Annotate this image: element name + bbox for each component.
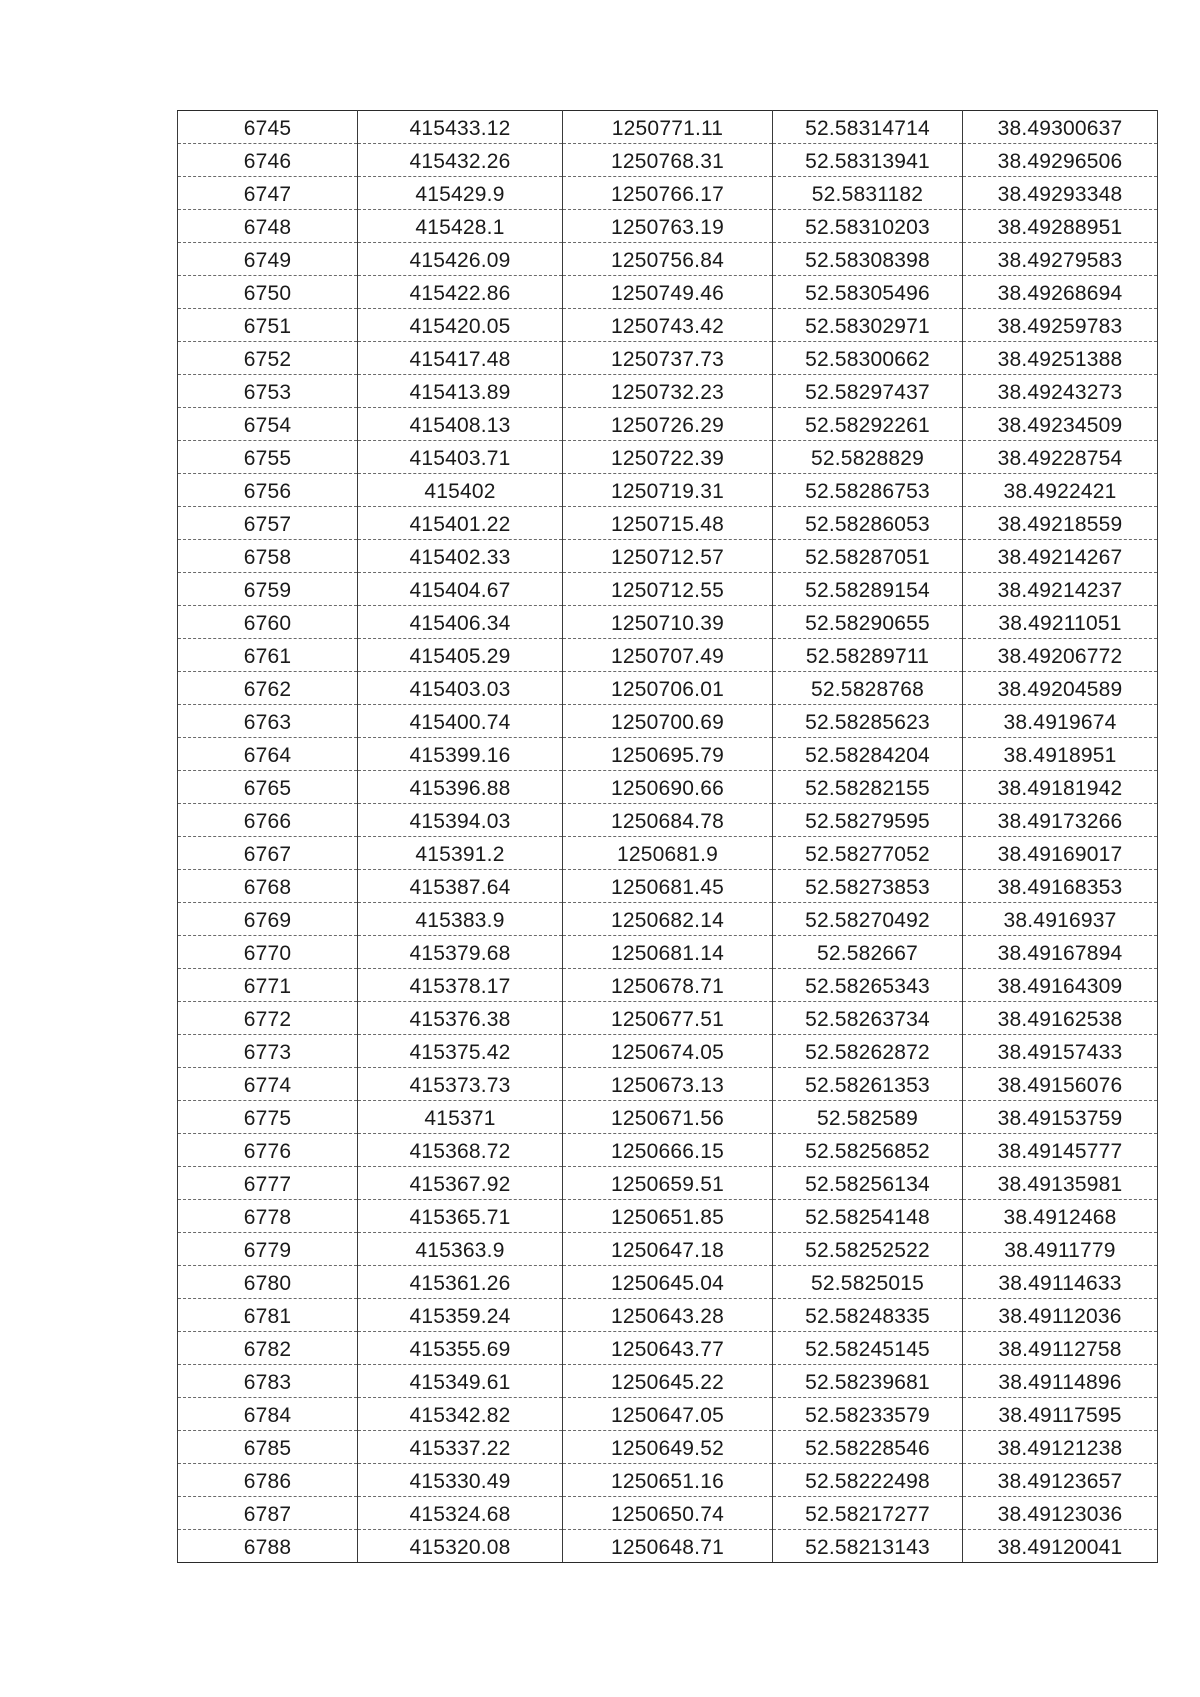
latitude-cell: 52.58254148 bbox=[773, 1200, 963, 1233]
x-coordinate-cell: 415405.29 bbox=[358, 639, 563, 672]
point-number-cell: 6775 bbox=[178, 1101, 358, 1134]
x-coordinate-cell: 415371 bbox=[358, 1101, 563, 1134]
longitude-cell: 38.4919674 bbox=[963, 705, 1158, 738]
point-number-cell: 6770 bbox=[178, 936, 358, 969]
y-coordinate-cell: 1250647.05 bbox=[563, 1398, 773, 1431]
y-coordinate-cell: 1250681.9 bbox=[563, 837, 773, 870]
y-coordinate-cell: 1250647.18 bbox=[563, 1233, 773, 1266]
point-number-cell: 6761 bbox=[178, 639, 358, 672]
y-coordinate-cell: 1250682.14 bbox=[563, 903, 773, 936]
y-coordinate-cell: 1250649.52 bbox=[563, 1431, 773, 1464]
latitude-cell: 52.58286053 bbox=[773, 507, 963, 540]
longitude-cell: 38.49279583 bbox=[963, 243, 1158, 276]
x-coordinate-cell: 415429.9 bbox=[358, 177, 563, 210]
table-row bbox=[178, 474, 1158, 507]
coordinates-table-body bbox=[178, 111, 1158, 1563]
point-number-cell: 6751 bbox=[178, 309, 358, 342]
table-row bbox=[178, 606, 1158, 639]
x-coordinate-cell: 415363.9 bbox=[358, 1233, 563, 1266]
y-coordinate-cell: 1250712.57 bbox=[563, 540, 773, 573]
latitude-cell: 52.58239681 bbox=[773, 1365, 963, 1398]
x-coordinate-cell: 415428.1 bbox=[358, 210, 563, 243]
latitude-cell: 52.58287051 bbox=[773, 540, 963, 573]
point-number-cell: 6766 bbox=[178, 804, 358, 837]
longitude-cell: 38.49164309 bbox=[963, 969, 1158, 1002]
y-coordinate-cell: 1250677.51 bbox=[563, 1002, 773, 1035]
point-number-cell: 6750 bbox=[178, 276, 358, 309]
point-number-cell: 6752 bbox=[178, 342, 358, 375]
x-coordinate-cell: 415320.08 bbox=[358, 1530, 563, 1563]
y-coordinate-cell: 1250681.45 bbox=[563, 870, 773, 903]
table-row bbox=[178, 408, 1158, 441]
longitude-cell: 38.49214267 bbox=[963, 540, 1158, 573]
y-coordinate-cell: 1250768.31 bbox=[563, 144, 773, 177]
y-coordinate-cell: 1250673.13 bbox=[563, 1068, 773, 1101]
x-coordinate-cell: 415422.86 bbox=[358, 276, 563, 309]
x-coordinate-cell: 415378.17 bbox=[358, 969, 563, 1002]
table-row bbox=[178, 936, 1158, 969]
y-coordinate-cell: 1250678.71 bbox=[563, 969, 773, 1002]
x-coordinate-cell: 415417.48 bbox=[358, 342, 563, 375]
x-coordinate-cell: 415403.71 bbox=[358, 441, 563, 474]
latitude-cell: 52.582589 bbox=[773, 1101, 963, 1134]
point-number-cell: 6746 bbox=[178, 144, 358, 177]
y-coordinate-cell: 1250732.23 bbox=[563, 375, 773, 408]
point-number-cell: 6769 bbox=[178, 903, 358, 936]
y-coordinate-cell: 1250756.84 bbox=[563, 243, 773, 276]
table-row bbox=[178, 837, 1158, 870]
table-row bbox=[178, 639, 1158, 672]
latitude-cell: 52.58222498 bbox=[773, 1464, 963, 1497]
point-number-cell: 6754 bbox=[178, 408, 358, 441]
longitude-cell: 38.49120041 bbox=[963, 1530, 1158, 1563]
point-number-cell: 6784 bbox=[178, 1398, 358, 1431]
latitude-cell: 52.58285623 bbox=[773, 705, 963, 738]
y-coordinate-cell: 1250648.71 bbox=[563, 1530, 773, 1563]
longitude-cell: 38.4922421 bbox=[963, 474, 1158, 507]
longitude-cell: 38.4912468 bbox=[963, 1200, 1158, 1233]
point-number-cell: 6787 bbox=[178, 1497, 358, 1530]
longitude-cell: 38.49168353 bbox=[963, 870, 1158, 903]
point-number-cell: 6779 bbox=[178, 1233, 358, 1266]
point-number-cell: 6786 bbox=[178, 1464, 358, 1497]
longitude-cell: 38.4911779 bbox=[963, 1233, 1158, 1266]
latitude-cell: 52.58256852 bbox=[773, 1134, 963, 1167]
longitude-cell: 38.49145777 bbox=[963, 1134, 1158, 1167]
latitude-cell: 52.58310203 bbox=[773, 210, 963, 243]
y-coordinate-cell: 1250719.31 bbox=[563, 474, 773, 507]
x-coordinate-cell: 415400.74 bbox=[358, 705, 563, 738]
y-coordinate-cell: 1250650.74 bbox=[563, 1497, 773, 1530]
table-row bbox=[178, 210, 1158, 243]
table-row bbox=[178, 1101, 1158, 1134]
y-coordinate-cell: 1250651.85 bbox=[563, 1200, 773, 1233]
table-row bbox=[178, 276, 1158, 309]
point-number-cell: 6778 bbox=[178, 1200, 358, 1233]
y-coordinate-cell: 1250737.73 bbox=[563, 342, 773, 375]
table-row bbox=[178, 1365, 1158, 1398]
x-coordinate-cell: 415367.92 bbox=[358, 1167, 563, 1200]
y-coordinate-cell: 1250681.14 bbox=[563, 936, 773, 969]
x-coordinate-cell: 415379.68 bbox=[358, 936, 563, 969]
longitude-cell: 38.49218559 bbox=[963, 507, 1158, 540]
x-coordinate-cell: 415403.03 bbox=[358, 672, 563, 705]
x-coordinate-cell: 415359.24 bbox=[358, 1299, 563, 1332]
longitude-cell: 38.49234509 bbox=[963, 408, 1158, 441]
y-coordinate-cell: 1250707.49 bbox=[563, 639, 773, 672]
latitude-cell: 52.58289154 bbox=[773, 573, 963, 606]
point-number-cell: 6785 bbox=[178, 1431, 358, 1464]
table-row bbox=[178, 903, 1158, 936]
point-number-cell: 6747 bbox=[178, 177, 358, 210]
table-row bbox=[178, 1167, 1158, 1200]
point-number-cell: 6768 bbox=[178, 870, 358, 903]
table-row bbox=[178, 1332, 1158, 1365]
point-number-cell: 6783 bbox=[178, 1365, 358, 1398]
x-coordinate-cell: 415375.42 bbox=[358, 1035, 563, 1068]
table-row bbox=[178, 705, 1158, 738]
longitude-cell: 38.49117595 bbox=[963, 1398, 1158, 1431]
latitude-cell: 52.58217277 bbox=[773, 1497, 963, 1530]
point-number-cell: 6782 bbox=[178, 1332, 358, 1365]
point-number-cell: 6764 bbox=[178, 738, 358, 771]
y-coordinate-cell: 1250771.11 bbox=[563, 111, 773, 144]
table-row bbox=[178, 969, 1158, 1002]
latitude-cell: 52.58313941 bbox=[773, 144, 963, 177]
x-coordinate-cell: 415387.64 bbox=[358, 870, 563, 903]
y-coordinate-cell: 1250659.51 bbox=[563, 1167, 773, 1200]
longitude-cell: 38.49123036 bbox=[963, 1497, 1158, 1530]
latitude-cell: 52.58286753 bbox=[773, 474, 963, 507]
table-row bbox=[178, 1299, 1158, 1332]
point-number-cell: 6763 bbox=[178, 705, 358, 738]
latitude-cell: 52.5825015 bbox=[773, 1266, 963, 1299]
longitude-cell: 38.49153759 bbox=[963, 1101, 1158, 1134]
y-coordinate-cell: 1250710.39 bbox=[563, 606, 773, 639]
table-row bbox=[178, 1266, 1158, 1299]
table-row bbox=[178, 507, 1158, 540]
y-coordinate-cell: 1250651.16 bbox=[563, 1464, 773, 1497]
coordinates-table bbox=[177, 110, 1158, 1563]
x-coordinate-cell: 415426.09 bbox=[358, 243, 563, 276]
y-coordinate-cell: 1250671.56 bbox=[563, 1101, 773, 1134]
y-coordinate-cell: 1250645.04 bbox=[563, 1266, 773, 1299]
x-coordinate-cell: 415373.73 bbox=[358, 1068, 563, 1101]
latitude-cell: 52.58270492 bbox=[773, 903, 963, 936]
x-coordinate-cell: 415383.9 bbox=[358, 903, 563, 936]
latitude-cell: 52.58292261 bbox=[773, 408, 963, 441]
latitude-cell: 52.58233579 bbox=[773, 1398, 963, 1431]
y-coordinate-cell: 1250743.42 bbox=[563, 309, 773, 342]
table-row bbox=[178, 144, 1158, 177]
longitude-cell: 38.49156076 bbox=[963, 1068, 1158, 1101]
latitude-cell: 52.58252522 bbox=[773, 1233, 963, 1266]
longitude-cell: 38.49121238 bbox=[963, 1431, 1158, 1464]
point-number-cell: 6760 bbox=[178, 606, 358, 639]
point-number-cell: 6781 bbox=[178, 1299, 358, 1332]
longitude-cell: 38.49157433 bbox=[963, 1035, 1158, 1068]
latitude-cell: 52.58302971 bbox=[773, 309, 963, 342]
x-coordinate-cell: 415349.61 bbox=[358, 1365, 563, 1398]
latitude-cell: 52.5828829 bbox=[773, 441, 963, 474]
y-coordinate-cell: 1250643.77 bbox=[563, 1332, 773, 1365]
longitude-cell: 38.49300637 bbox=[963, 111, 1158, 144]
y-coordinate-cell: 1250749.46 bbox=[563, 276, 773, 309]
latitude-cell: 52.58263734 bbox=[773, 1002, 963, 1035]
x-coordinate-cell: 415420.05 bbox=[358, 309, 563, 342]
longitude-cell: 38.49114896 bbox=[963, 1365, 1158, 1398]
latitude-cell: 52.58248335 bbox=[773, 1299, 963, 1332]
point-number-cell: 6758 bbox=[178, 540, 358, 573]
point-number-cell: 6777 bbox=[178, 1167, 358, 1200]
table-row bbox=[178, 1497, 1158, 1530]
point-number-cell: 6749 bbox=[178, 243, 358, 276]
point-number-cell: 6767 bbox=[178, 837, 358, 870]
point-number-cell: 6762 bbox=[178, 672, 358, 705]
x-coordinate-cell: 415401.22 bbox=[358, 507, 563, 540]
longitude-cell: 38.4916937 bbox=[963, 903, 1158, 936]
y-coordinate-cell: 1250645.22 bbox=[563, 1365, 773, 1398]
latitude-cell: 52.58256134 bbox=[773, 1167, 963, 1200]
y-coordinate-cell: 1250684.78 bbox=[563, 804, 773, 837]
y-coordinate-cell: 1250722.39 bbox=[563, 441, 773, 474]
table-row bbox=[178, 342, 1158, 375]
point-number-cell: 6757 bbox=[178, 507, 358, 540]
latitude-cell: 52.58314714 bbox=[773, 111, 963, 144]
table-row bbox=[178, 375, 1158, 408]
latitude-cell: 52.58282155 bbox=[773, 771, 963, 804]
table-row bbox=[178, 672, 1158, 705]
x-coordinate-cell: 415394.03 bbox=[358, 804, 563, 837]
longitude-cell: 38.49288951 bbox=[963, 210, 1158, 243]
x-coordinate-cell: 415408.13 bbox=[358, 408, 563, 441]
longitude-cell: 38.49214237 bbox=[963, 573, 1158, 606]
latitude-cell: 52.58261353 bbox=[773, 1068, 963, 1101]
point-number-cell: 6755 bbox=[178, 441, 358, 474]
longitude-cell: 38.49162538 bbox=[963, 1002, 1158, 1035]
x-coordinate-cell: 415404.67 bbox=[358, 573, 563, 606]
latitude-cell: 52.58279595 bbox=[773, 804, 963, 837]
longitude-cell: 38.49112036 bbox=[963, 1299, 1158, 1332]
point-number-cell: 6748 bbox=[178, 210, 358, 243]
latitude-cell: 52.58277052 bbox=[773, 837, 963, 870]
latitude-cell: 52.58284204 bbox=[773, 738, 963, 771]
x-coordinate-cell: 415324.68 bbox=[358, 1497, 563, 1530]
x-coordinate-cell: 415376.38 bbox=[358, 1002, 563, 1035]
longitude-cell: 38.49228754 bbox=[963, 441, 1158, 474]
table-row bbox=[178, 1233, 1158, 1266]
x-coordinate-cell: 415365.71 bbox=[358, 1200, 563, 1233]
point-number-cell: 6753 bbox=[178, 375, 358, 408]
longitude-cell: 38.49206772 bbox=[963, 639, 1158, 672]
table-row bbox=[178, 177, 1158, 210]
x-coordinate-cell: 415355.69 bbox=[358, 1332, 563, 1365]
latitude-cell: 52.58245145 bbox=[773, 1332, 963, 1365]
x-coordinate-cell: 415337.22 bbox=[358, 1431, 563, 1464]
table-row bbox=[178, 111, 1158, 144]
table-row bbox=[178, 771, 1158, 804]
table-row bbox=[178, 1464, 1158, 1497]
latitude-cell: 52.58297437 bbox=[773, 375, 963, 408]
x-coordinate-cell: 415402 bbox=[358, 474, 563, 507]
longitude-cell: 38.49293348 bbox=[963, 177, 1158, 210]
longitude-cell: 38.49204589 bbox=[963, 672, 1158, 705]
point-number-cell: 6780 bbox=[178, 1266, 358, 1299]
x-coordinate-cell: 415432.26 bbox=[358, 144, 563, 177]
point-number-cell: 6765 bbox=[178, 771, 358, 804]
y-coordinate-cell: 1250690.66 bbox=[563, 771, 773, 804]
table-row bbox=[178, 1134, 1158, 1167]
y-coordinate-cell: 1250763.19 bbox=[563, 210, 773, 243]
x-coordinate-cell: 415433.12 bbox=[358, 111, 563, 144]
latitude-cell: 52.5831182 bbox=[773, 177, 963, 210]
point-number-cell: 6773 bbox=[178, 1035, 358, 1068]
table-row bbox=[178, 1200, 1158, 1233]
y-coordinate-cell: 1250766.17 bbox=[563, 177, 773, 210]
longitude-cell: 38.49268694 bbox=[963, 276, 1158, 309]
x-coordinate-cell: 415406.34 bbox=[358, 606, 563, 639]
y-coordinate-cell: 1250674.05 bbox=[563, 1035, 773, 1068]
table-row bbox=[178, 243, 1158, 276]
y-coordinate-cell: 1250726.29 bbox=[563, 408, 773, 441]
latitude-cell: 52.5828768 bbox=[773, 672, 963, 705]
table-row bbox=[178, 738, 1158, 771]
longitude-cell: 38.49123657 bbox=[963, 1464, 1158, 1497]
table-row bbox=[178, 1431, 1158, 1464]
longitude-cell: 38.49251388 bbox=[963, 342, 1158, 375]
longitude-cell: 38.49173266 bbox=[963, 804, 1158, 837]
longitude-cell: 38.49114633 bbox=[963, 1266, 1158, 1299]
latitude-cell: 52.58289711 bbox=[773, 639, 963, 672]
point-number-cell: 6788 bbox=[178, 1530, 358, 1563]
y-coordinate-cell: 1250695.79 bbox=[563, 738, 773, 771]
table-row bbox=[178, 573, 1158, 606]
point-number-cell: 6759 bbox=[178, 573, 358, 606]
longitude-cell: 38.49181942 bbox=[963, 771, 1158, 804]
latitude-cell: 52.58300662 bbox=[773, 342, 963, 375]
x-coordinate-cell: 415399.16 bbox=[358, 738, 563, 771]
longitude-cell: 38.49259783 bbox=[963, 309, 1158, 342]
table-row bbox=[178, 441, 1158, 474]
point-number-cell: 6756 bbox=[178, 474, 358, 507]
x-coordinate-cell: 415368.72 bbox=[358, 1134, 563, 1167]
longitude-cell: 38.49167894 bbox=[963, 936, 1158, 969]
longitude-cell: 38.4918951 bbox=[963, 738, 1158, 771]
y-coordinate-cell: 1250712.55 bbox=[563, 573, 773, 606]
longitude-cell: 38.49135981 bbox=[963, 1167, 1158, 1200]
table-row bbox=[178, 804, 1158, 837]
x-coordinate-cell: 415396.88 bbox=[358, 771, 563, 804]
latitude-cell: 52.58308398 bbox=[773, 243, 963, 276]
latitude-cell: 52.58213143 bbox=[773, 1530, 963, 1563]
latitude-cell: 52.58262872 bbox=[773, 1035, 963, 1068]
latitude-cell: 52.58305496 bbox=[773, 276, 963, 309]
latitude-cell: 52.58228546 bbox=[773, 1431, 963, 1464]
latitude-cell: 52.58265343 bbox=[773, 969, 963, 1002]
table-row bbox=[178, 870, 1158, 903]
longitude-cell: 38.49112758 bbox=[963, 1332, 1158, 1365]
latitude-cell: 52.58273853 bbox=[773, 870, 963, 903]
table-row bbox=[178, 1530, 1158, 1563]
x-coordinate-cell: 415330.49 bbox=[358, 1464, 563, 1497]
longitude-cell: 38.49243273 bbox=[963, 375, 1158, 408]
table-row bbox=[178, 1068, 1158, 1101]
table-row bbox=[178, 540, 1158, 573]
table-row bbox=[178, 1035, 1158, 1068]
longitude-cell: 38.49211051 bbox=[963, 606, 1158, 639]
x-coordinate-cell: 415361.26 bbox=[358, 1266, 563, 1299]
x-coordinate-cell: 415391.2 bbox=[358, 837, 563, 870]
x-coordinate-cell: 415342.82 bbox=[358, 1398, 563, 1431]
point-number-cell: 6774 bbox=[178, 1068, 358, 1101]
y-coordinate-cell: 1250715.48 bbox=[563, 507, 773, 540]
point-number-cell: 6776 bbox=[178, 1134, 358, 1167]
table-row bbox=[178, 1398, 1158, 1431]
table-row bbox=[178, 309, 1158, 342]
table-row bbox=[178, 1002, 1158, 1035]
y-coordinate-cell: 1250643.28 bbox=[563, 1299, 773, 1332]
y-coordinate-cell: 1250706.01 bbox=[563, 672, 773, 705]
y-coordinate-cell: 1250666.15 bbox=[563, 1134, 773, 1167]
latitude-cell: 52.582667 bbox=[773, 936, 963, 969]
point-number-cell: 6745 bbox=[178, 111, 358, 144]
point-number-cell: 6771 bbox=[178, 969, 358, 1002]
longitude-cell: 38.49169017 bbox=[963, 837, 1158, 870]
point-number-cell: 6772 bbox=[178, 1002, 358, 1035]
latitude-cell: 52.58290655 bbox=[773, 606, 963, 639]
y-coordinate-cell: 1250700.69 bbox=[563, 705, 773, 738]
x-coordinate-cell: 415413.89 bbox=[358, 375, 563, 408]
x-coordinate-cell: 415402.33 bbox=[358, 540, 563, 573]
longitude-cell: 38.49296506 bbox=[963, 144, 1158, 177]
